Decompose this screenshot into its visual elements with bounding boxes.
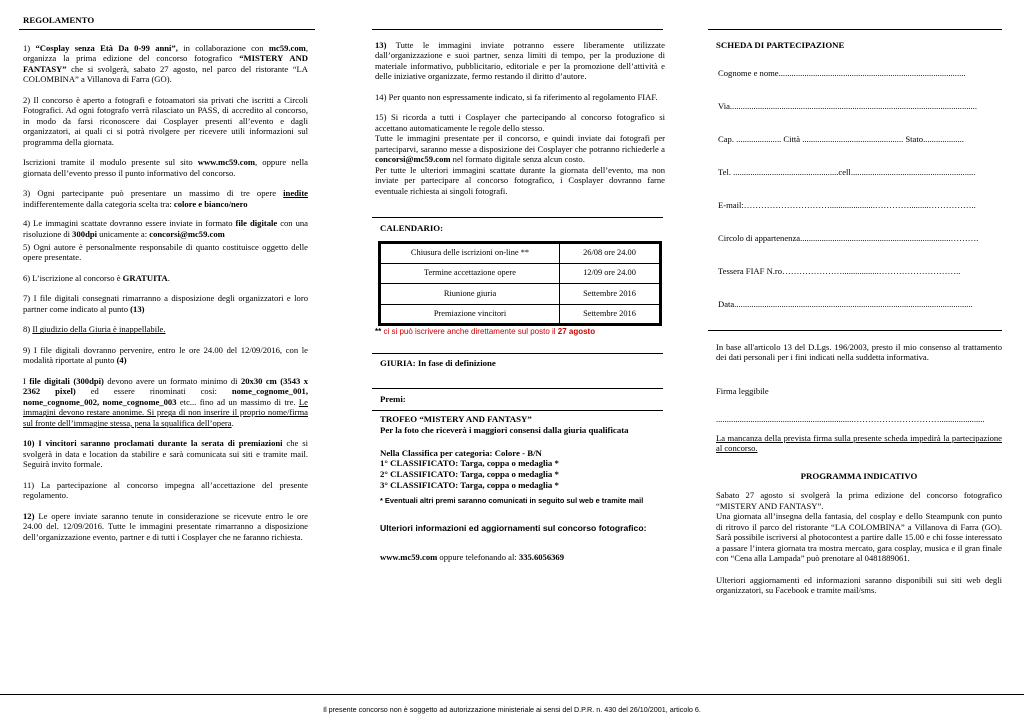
- divider: [19, 29, 315, 30]
- form-field-line[interactable]: ………………………….....................………….........……………..: [743, 199, 976, 210]
- form-field-label: Tel. .................................................cell.: [718, 166, 853, 177]
- form-field-label: Tessera FIAF N.ro: [718, 265, 783, 276]
- form-field-label: Circolo di appartenenza: [718, 232, 801, 243]
- form-field[interactable]: [718, 101, 1002, 112]
- rule-8: 8) Il giudizio della Giuria è inappellabile.: [23, 324, 166, 335]
- programma-details: Una giornata all’insegna della fantasia, del cosplay e dello Steampunk con punto di ritrovo il parco del ristorante “LA COLOMBINA” a Villanova di Farra (GO). Sarà possibile iscriversi al photocontest a partire dalle 15.00 e chi fosse interessato a passare l’intera giornata tra mostra mercato, gara cosplay, musica e il gran finale con “Cena alla Lampada” può prenotare al 0481889061.: [716, 511, 1002, 564]
- divider: [372, 29, 663, 30]
- trofeo-desc: Per la foto che riceverà i maggiori consensi dalla giuria qualificata: [380, 424, 629, 435]
- form-field[interactable]: [718, 167, 1002, 178]
- divider: [708, 29, 1002, 30]
- regolamento-title: REGOLAMENTO: [23, 15, 95, 25]
- classifica-item: 2° CLASSIFICATO: Targa, coppa o medaglia *: [380, 469, 559, 480]
- calendar-event: Riunione giuria: [380, 284, 560, 305]
- rule-9: 9) I file digitali dovranno pervenire, entro le ore 24.00 del 12/09/2016, con le modalità riportate al punto (4): [23, 344, 308, 366]
- iscrizioni-text: Iscrizioni tramite il modulo presente sul sito www.mc59.com, oppure nella giornata dell’evento presso il punto informativo del concorso.: [23, 157, 308, 178]
- form-field-label: Cognome e nome: [718, 67, 779, 78]
- firma-line[interactable]: ................................................................………………………….....................: [716, 414, 985, 425]
- form-field-line[interactable]: .......................................................................................: [778, 67, 966, 78]
- consent-section: [716, 342, 1002, 596]
- form-field-line[interactable]: ………………….................………………………..: [782, 265, 961, 276]
- scheda-column: [708, 10, 1005, 596]
- calendar-date: 26/08 ore 24.00: [560, 243, 661, 264]
- rule-5: 5) Ogni autore è personalmente responsabile di quanto costituisce oggetto delle opere presentate.: [23, 241, 308, 263]
- programma-title: PROGRAMMA INDICATIVO: [800, 470, 918, 481]
- consenso-text: In base all'articolo 13 del D.Lgs. 196/2003, presto il mio consenso al trattamento dei dati personali per i fini indicati nella suddetta informativa.: [716, 341, 1002, 363]
- form-field[interactable]: [718, 134, 1002, 145]
- form-field-label: Cap. ..................... Città ............................................... Stato: [718, 133, 924, 144]
- rule-15: 15) Si ricorda a tutti i Cosplayer che partecipando al concorso fotografico si accettano automaticamente le regole dello stesso. Tutte le immagini presentate per il concorso, e quindi inviate dai fotografi per parteciparvi, saranno messe a disposizione dei Cosplayer che potranno richiederle a concorsi@mc59.com nel formato digitale senza alcun costo. Per tutte le ulteriori immagini scattate durante la giornata dell’evento, ma non inviate per partecipare al concorso fotografico, i Cosplayer dovranno farne eventuale richiesta ai singoli fotografi.: [375, 112, 665, 196]
- calendar-row: [380, 243, 661, 264]
- rule-3: 3) Ogni partecipante può presentare un massimo di tre opere inedite indifferentemente dalla categoria scelta tra: colore e bianco/nero: [23, 188, 308, 209]
- form-field-line[interactable]: ...................: [923, 133, 964, 144]
- premi-title: Premi:: [380, 394, 406, 405]
- form-field-label: E-mail:: [718, 199, 744, 210]
- rule-13: 13) Tutte le immagini inviate potranno essere liberamente utilizzate dall’organizzazione e suoi partner, senza limiti di tempo, per la produzione di materiale informativo, pubblicitario, editoriale e per la promozione dell’attività e delle iniziative organizzate, fermo restando il diritto d’autore.: [375, 40, 665, 82]
- contact-line: www.mc59.com oppure telefonando al: 335.6056369: [380, 552, 565, 563]
- footer-divider: [0, 694, 1024, 695]
- form-field[interactable]: [718, 266, 1002, 277]
- calendar-row: [380, 263, 661, 284]
- rule-10: 10) I vincitori saranno proclamati durante la serata di premiazioni che si svolgerà in data e location da stabilire e sarà comunicata sui siti e tramite mail. Seguirà invito formale.: [23, 438, 308, 470]
- classifica-title: Nella Classifica per categoria: Colore - B/N: [380, 447, 542, 458]
- firma-label: Firma leggibile: [716, 385, 769, 396]
- calendar-table: [378, 241, 662, 326]
- premi-note: * Eventuali altri premi saranno comunicati in seguito sul web e tramite mail: [380, 495, 644, 505]
- form-field-label: Via: [718, 100, 730, 111]
- form-field[interactable]: [718, 68, 1002, 79]
- classifica-item: 3° CLASSIFICATO: Targa, coppa o medaglia *: [380, 479, 559, 490]
- trofeo-title: TROFEO “MISTERY AND FANTASY”: [380, 414, 532, 425]
- rule-12: 12) Le opere inviate saranno tenute in considerazione se ricevute entro le ore 24.00 del. 12/09/2016. Tutte le immagini presentate rimarranno a disposizione dell’organizzazione evento, partner e di tutti i Cosplayer che ne faranno richiesta.: [23, 510, 308, 542]
- classifica-item: 1° CLASSIFICATO: Targa, coppa o medaglia *: [380, 458, 559, 469]
- rule-2: 2) Il concorso è aperto a fotografi e fotoamatori sia privati che iscritti a Circoli Fotografici. Ad ogni fotografo verrà rilasciato un PASS, di accredito al concorso, in modo da farsi riconoscere dai Cosplayer presenti all’evento e dagli organizzatori, ai quali ci si potrà rivolgere per ricevere utili informazioni sul programma della giornata.: [23, 94, 308, 147]
- rule-7: 7) I file digitali consegnati rimarranno a disposizione degli organizzatori e loro partner come indicato al punto (13): [23, 293, 308, 314]
- regolamento-column: [23, 10, 308, 542]
- form-field-line[interactable]: .........................................................: [852, 166, 976, 177]
- form-field-line[interactable]: ......................................................................……….: [800, 232, 979, 243]
- form-field[interactable]: [718, 299, 1002, 310]
- calendar-date: Settembre 2016: [560, 304, 661, 325]
- programma-intro: Sabato 27 agosto si svolgerà la prima edizione del concorso fotografico “MISTERY AND FANTASY”.: [716, 490, 1002, 511]
- rule-14: 14) Per quanto non espressamente indicato, si fa riferimento al regolamento FIAF.: [375, 91, 658, 102]
- giuria-text: GIURIA: In fase di definizione: [380, 357, 496, 368]
- calendar-row: [380, 284, 661, 305]
- rule-4: 4) Le immagini scattate dovranno essere inviate in formato file digitale con una risoluzione di 300dpi unicamente a: concorsi@mc59.com: [23, 218, 308, 239]
- calendar-title: CALENDARIO:: [380, 223, 444, 234]
- classifica-list: [380, 458, 665, 490]
- participation-form: [718, 68, 1002, 310]
- calendar-date: 12/09 ore 24.00: [560, 263, 661, 284]
- calendar-event: Termine accettazione opere: [380, 263, 560, 284]
- programma-updates: Ulteriori aggiornamenti ed informazioni saranno disponibili sui siti web degli organizzatori, su Facebook e tramite mail/sms.: [716, 574, 1002, 596]
- ulteriori-title: Ulteriori informazioni ed aggiornamenti sul concorso fotografico:: [380, 522, 647, 533]
- form-field-label: Data: [718, 298, 735, 309]
- calendar-event: Premiazione vincitori: [380, 304, 560, 325]
- divider: [708, 330, 1002, 331]
- premi-section: [380, 414, 665, 562]
- calendar-date: Settembre 2016: [560, 284, 661, 305]
- divider: [372, 353, 663, 354]
- form-field[interactable]: [718, 233, 1002, 244]
- info-column: [375, 10, 665, 563]
- rule-11: 11) La partecipazione al concorso impegna all’accettazione del presente regolamento.: [23, 479, 308, 501]
- form-field-line[interactable]: ...............................................................................................................: [734, 298, 973, 309]
- calendar-note: ** ci si può iscrivere anche direttamente sul posto il 27 agosto: [375, 327, 596, 337]
- mancanza-text: La mancanza della prevista firma sulla presente scheda impedirà la partecipazione al concorso.: [716, 432, 1002, 454]
- divider: [372, 217, 663, 218]
- form-field-line[interactable]: ...................................................................................................................: [729, 100, 977, 111]
- calendar-row: [380, 304, 661, 325]
- divider: [372, 388, 663, 389]
- form-field[interactable]: [718, 200, 1002, 211]
- footer-note: Il presente concorso non è soggetto ad autorizzazione ministeriale ai sensi del D.P.R. n. 430 del 26/10/2001, articolo 6.: [323, 705, 701, 714]
- divider: [372, 410, 663, 411]
- rule-1: 1) “Cosplay senza Età Da 0-99 anni”, in collaborazione con mc59.com, organizza la prima edizione del concorso fotografico “MISTERY AND FANTASY” che si svolgerà, sabato 27 agosto, nel parco del ristorante “LA COLOMBINA” a Villanova di Farra (GO).: [23, 42, 308, 85]
- calendar-event: Chiusura delle iscrizioni on-line **: [380, 243, 560, 264]
- scheda-title: SCHEDA DI PARTECIPAZIONE: [716, 40, 845, 50]
- file-format-text: I file digitali (300dpi) devono avere un formato minimo di 20x30 cm (3543 x 2362 pixel) ed essere rinominati cosi: nome_cognome_001, nome_cognome_002, nome_cognome_003 etc... fino ad un massimo di tre. Le immagini devono restare anonime. Si prega di non inserire il proprio nome/firma sul fronte dell’immagine stessa, pena la squalifica dell’opera.: [23, 375, 308, 428]
- rule-6: 6) L’iscrizione al concorso è GRATUITA.: [23, 272, 170, 283]
